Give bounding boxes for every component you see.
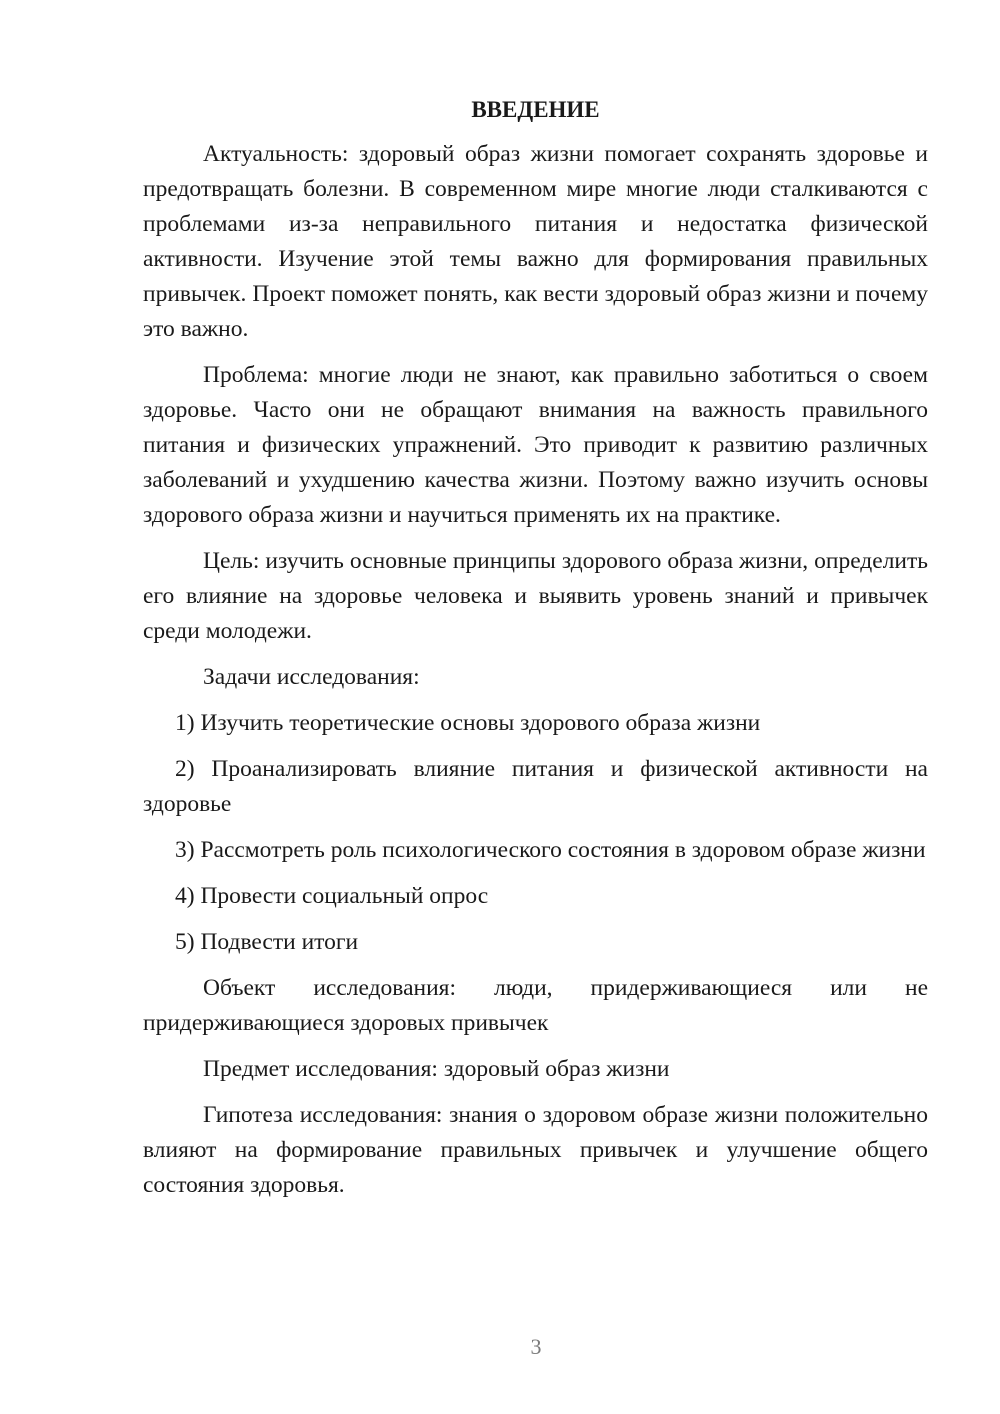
object-paragraph: Объект исследования: люди, придерживающиеся или не придерживающиеся здоровых привычек [143, 975, 928, 1036]
task-item-2: 2) Проанализировать влияние питания и физической активности на здоровье [143, 756, 928, 817]
page-number: 3 [530, 1334, 542, 1359]
task-item-1: 1) Изучить теоретические основы здорового образа жизни [175, 710, 761, 736]
task-item-5: 5) Подвести итоги [175, 929, 359, 955]
task-item-3: 3) Рассмотреть роль психологического состояния в здоровом образе жизни [175, 837, 926, 863]
relevance-paragraph: Актуальность: здоровый образ жизни помогает сохранять здоровье и предотвращать болезни. В современном мире многие люди сталкиваются с проблемами из-за неправильного питания и недостатка физической активности. Изучение этой темы важно для формирования правильных привычек. Проект поможет понять, как вести здоровый образ жизни и почему это важно. [143, 141, 928, 342]
document-title: ВВЕДЕНИЕ [471, 97, 600, 122]
tasks-list [143, 706, 928, 960]
task-item-4: 4) Провести социальный опрос [175, 883, 489, 909]
problem-paragraph: Проблема: многие люди не знают, как правильно заботиться о своем здоровье. Часто они не обращают внимания на важность правильного питания и физических упражнений. Это приводит к развитию различных заболеваний и ухудшению качества жизни. Поэтому важно изучить основы здорового образа жизни и научиться применять их на практике. [143, 362, 928, 528]
tasks-heading: Задачи исследования: [203, 664, 420, 690]
document-body [143, 92, 928, 1214]
subject-paragraph: Предмет исследования: здоровый образ жизни [203, 1056, 670, 1082]
hypothesis-paragraph: Гипотеза исследования: знания о здоровом образе жизни положительно влияют на формирование правильных привычек и улучшение общего состояния здоровья. [143, 1102, 928, 1198]
goal-paragraph: Цель: изучить основные принципы здорового образа жизни, определить его влияние на здоровье человека и выявить уровень знаний и привычек среди молодежи. [143, 548, 928, 644]
